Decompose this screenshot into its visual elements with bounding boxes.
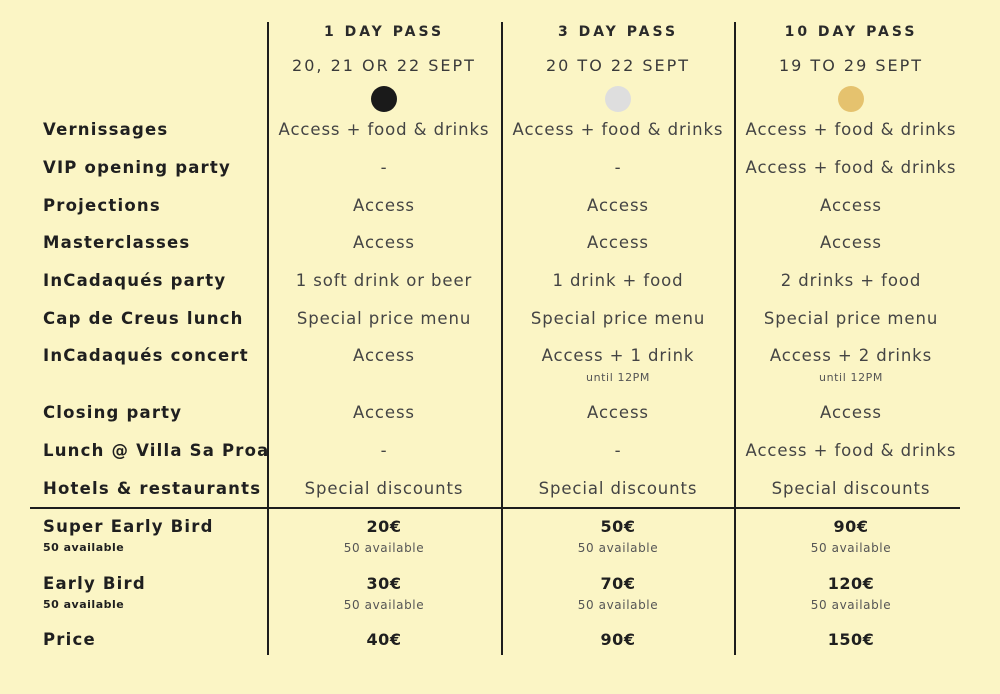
column-divider [734, 22, 736, 655]
feature-note: until 12PM [819, 371, 883, 384]
feature-value: Special price menu [296, 309, 472, 328]
feature-value: Access [820, 233, 882, 252]
feature-label: Lunch @ Villa Sa Proa [43, 441, 270, 460]
feature-value: Special price menu [530, 309, 706, 328]
column-divider [501, 22, 503, 655]
availability: 50 available [343, 598, 425, 612]
feature-value: Special discounts [538, 479, 698, 498]
column-divider [267, 22, 269, 655]
feature-value: - [614, 441, 622, 460]
feature-value: Special discounts [771, 479, 931, 498]
price-value: 150€ [827, 630, 875, 649]
feature-value: Access + food & drinks [745, 441, 957, 460]
price-value: 40€ [366, 630, 402, 649]
price-value: 50€ [600, 517, 636, 536]
feature-label: InCadaqués party [43, 271, 227, 290]
feature-value: Access + 1 drink [541, 346, 695, 365]
feature-value: 1 drink + food [552, 271, 684, 290]
feature-label: Cap de Creus lunch [43, 309, 244, 328]
feature-value: Access [353, 403, 415, 422]
pass-dates: 20 TO 22 SEPT [545, 56, 691, 75]
availability: 50 available [577, 541, 659, 555]
pass-header-10-day [734, 22, 968, 112]
feature-value: - [614, 158, 622, 177]
price-value: 120€ [827, 574, 875, 593]
feature-value: Special price menu [763, 309, 939, 328]
pass-color-dot [371, 86, 397, 112]
pass-color-dot [605, 86, 631, 112]
feature-label: Vernissages [43, 120, 169, 139]
feature-value: Access + food & drinks [512, 120, 724, 139]
availability: 50 available [810, 598, 892, 612]
feature-value: Access [353, 346, 415, 365]
feature-value: Access + food & drinks [745, 158, 957, 177]
pass-color-dot [838, 86, 864, 112]
feature-value: - [380, 441, 388, 460]
feature-value: Access + 2 drinks [769, 346, 933, 365]
feature-label: Projections [43, 196, 161, 215]
feature-value: Access [353, 233, 415, 252]
feature-label: InCadaqués concert [43, 346, 249, 365]
feature-value: Access [820, 196, 882, 215]
price-value: 20€ [366, 517, 402, 536]
feature-label: Hotels & restaurants [43, 479, 262, 498]
price-value: 90€ [833, 517, 869, 536]
pass-title: 3 DAY PASS [557, 24, 679, 40]
availability: 50 available [343, 541, 425, 555]
feature-value: Access [353, 196, 415, 215]
feature-value: 2 drinks + food [780, 271, 922, 290]
feature-label: VIP opening party [43, 158, 231, 177]
feature-value: Access + food & drinks [278, 120, 490, 139]
price-value: 90€ [600, 630, 636, 649]
pricing-label: Price [43, 630, 96, 649]
pass-header-1-day [267, 22, 501, 112]
feature-label: Masterclasses [43, 233, 191, 252]
feature-value: Access [820, 403, 882, 422]
feature-value: Access [587, 196, 649, 215]
feature-value: Access [587, 403, 649, 422]
pricing-divider [30, 507, 960, 509]
feature-value: 1 soft drink or beer [295, 271, 473, 290]
pass-title: 10 DAY PASS [784, 24, 918, 40]
pass-dates: 20, 21 OR 22 SEPT [292, 56, 476, 75]
availability: 50 available [810, 541, 892, 555]
price-value: 30€ [366, 574, 402, 593]
availability: 50 available [577, 598, 659, 612]
pass-title: 1 DAY PASS [323, 24, 445, 40]
feature-value: Special discounts [304, 479, 464, 498]
pass-dates: 19 TO 29 SEPT [778, 56, 924, 75]
feature-value: Access + food & drinks [745, 120, 957, 139]
feature-value: - [380, 158, 388, 177]
pricing-sub-label: 50 available [43, 541, 125, 554]
feature-value: Access [587, 233, 649, 252]
feature-label: Closing party [43, 403, 183, 422]
feature-note: until 12PM [586, 371, 650, 384]
price-value: 70€ [600, 574, 636, 593]
pricing-label: Early Bird [43, 574, 146, 593]
pricing-sub-label: 50 available [43, 598, 125, 611]
pass-header-3-day [501, 22, 735, 112]
pricing-label: Super Early Bird [43, 517, 214, 536]
